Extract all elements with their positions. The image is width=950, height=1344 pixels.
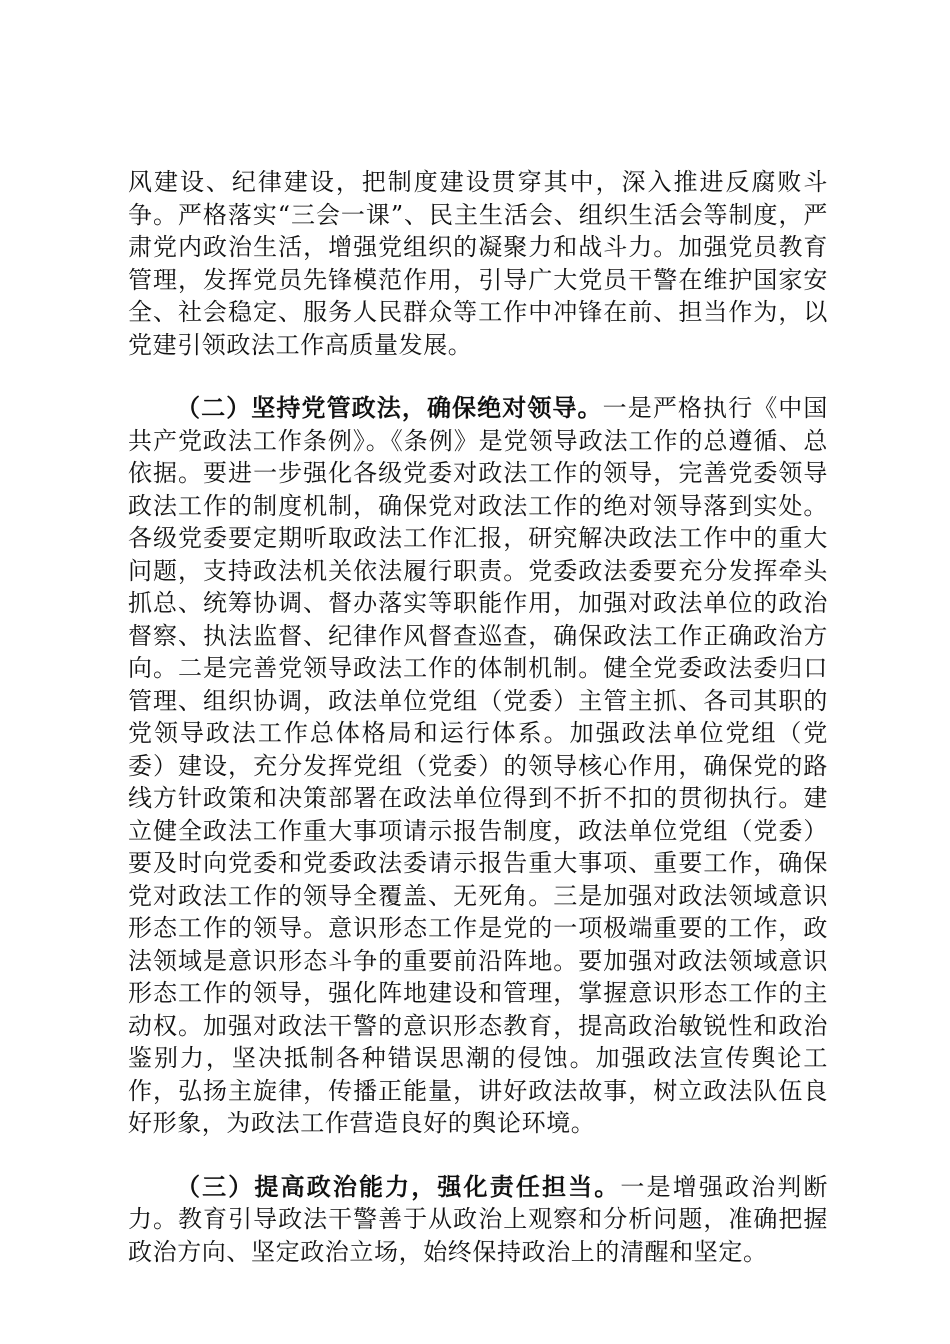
paragraph-body: 风建设、纪律建设，把制度建设贯穿其中，深入推进反腐败斗争。严格落实“三会一课”、民主生活会、组织生活会等制度，严肃党内政治生活，增强党组织的凝聚力和战斗力。加强党员教育管理，发挥党员先锋模范作用，引导广大党员干警在维护国家安全、社会稳定、服务人民群众等工作中冲锋在前、担当作为，以党建引领政法工作高质量发展。: [128, 168, 828, 359]
section-heading: （二）坚持党管政法，确保绝对领导。: [176, 393, 603, 422]
paragraph-continuation: [128, 166, 828, 361]
paragraph-section-three: [128, 1171, 828, 1269]
paragraph-body: 一是增强政治判断力。教育引导政法干警善于从政治上观察和分析问题，准确把握政治方向、坚定政治立场，始终保持政治上的清醒和坚定。: [128, 1172, 828, 1266]
paragraph-body: 一是严格执行《中国共产党政法工作条例》。《条例》是党领导政法工作的总遵循、总依据。要进一步强化各级党委对政法工作的领导，完善党委领导政法工作的制度机制，确保党对政法工作的绝对领导落到实处。各级党委要定期听取政法工作汇报，研究解决政法工作中的重大问题，支持政法机关依法履行职责。党委政法委要充分发挥牵头抓总、统筹协调、督办落实等职能作用，加强对政法单位的政治督察、执法监督、纪律作风督查巡查，确保政法工作正确政治方向。二是完善党领导政法工作的体制机制。健全党委政法委归口管理、组织协调，政法单位党组（党委）主管主抓、各司其职的党领导政法工作总体格局和运行体系。加强政法单位党组（党委）建设，充分发挥党组（党委）的领导核心作用，确保党的路线方针政策和决策部署在政法单位得到不折不扣的贯彻执行。建立健全政法工作重大事项请示报告制度，政法单位党组（党委）要及时向党委和党委政法委请示报告重大事项、重要工作，确保党对政法工作的领导全覆盖、无死角。三是加强对政法领域意识形态工作的领导。意识形态工作是党的一项极端重要的工作，政法领域是意识形态斗争的重要前沿阵地。要加强对政法领域意识形态工作的领导，强化阵地建设和管理，掌握意识形态工作的主动权。加强对政法干警的意识形态教育，提高政治敏锐性和政治鉴别力，坚决抵制各种错误思潮的侵蚀。加强政法宣传舆论工作，弘扬主旋律，传播正能量，讲好政法故事，树立政法队伍良好形象，为政法工作营造良好的舆论环境。: [128, 394, 828, 1137]
document-page: [128, 166, 828, 1268]
paragraph-section-two: [128, 392, 828, 1140]
section-heading: （三）提高政治能力，强化责任担当。: [176, 1171, 621, 1201]
